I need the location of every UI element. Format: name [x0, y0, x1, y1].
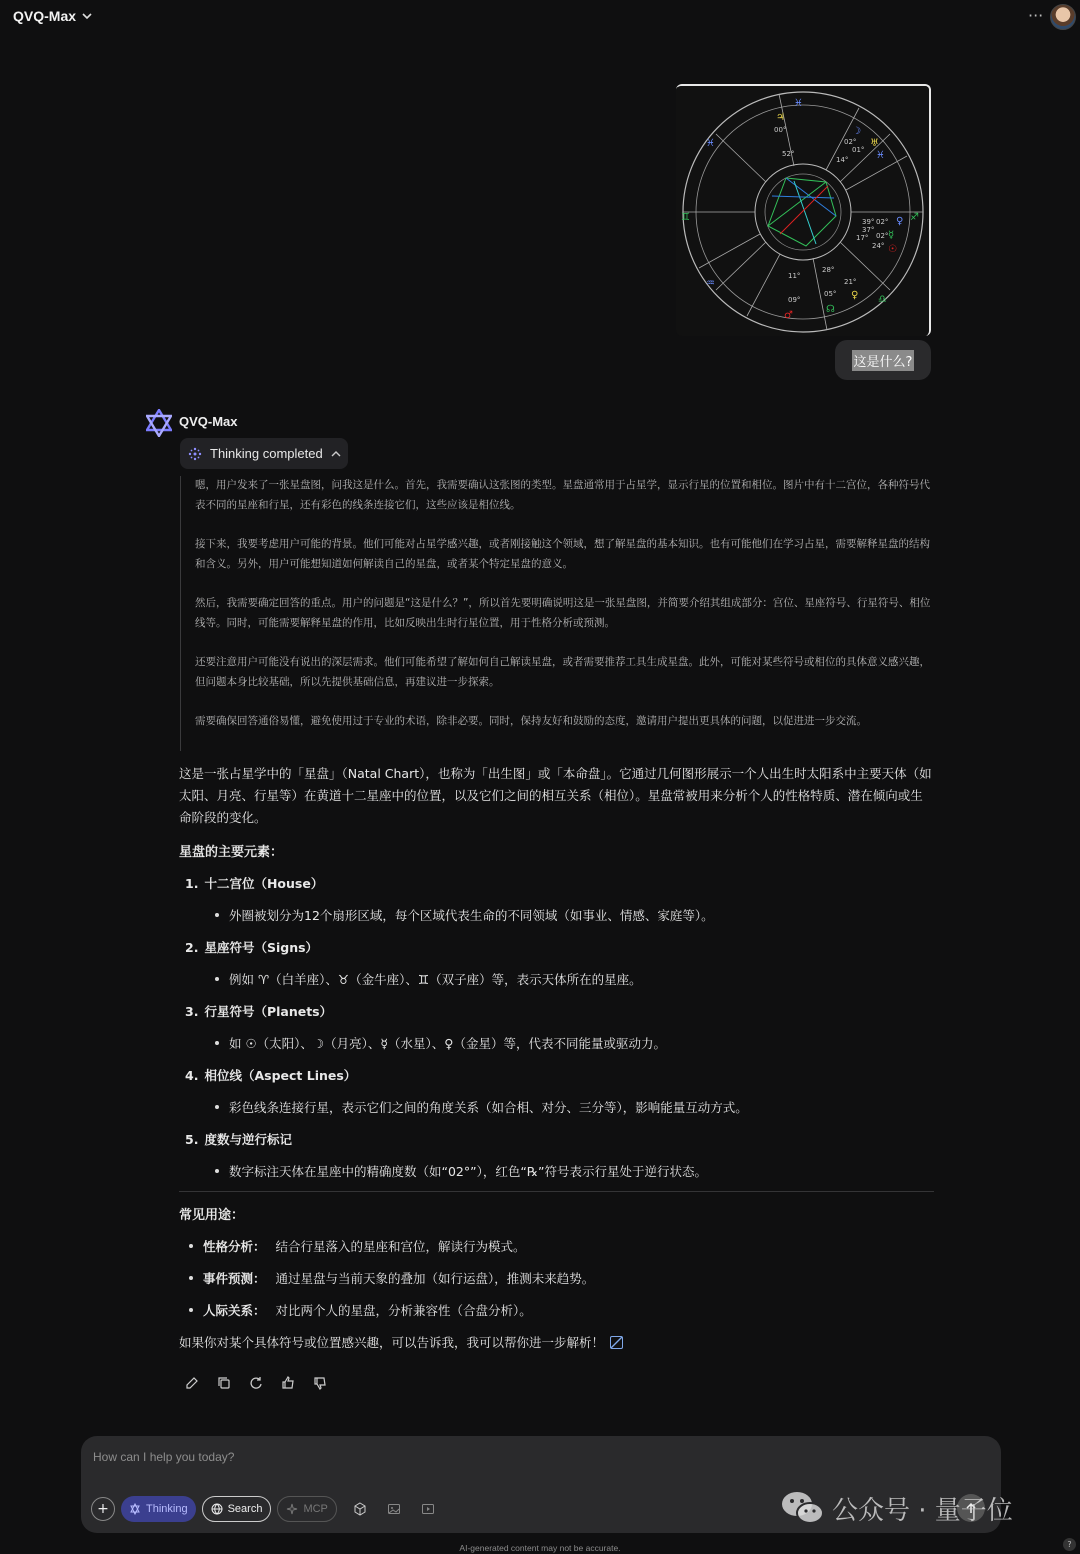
element-item: [179, 937, 934, 957]
bullet: [189, 1308, 193, 1312]
search-button-label: Search: [227, 1503, 263, 1515]
use-label: 事件预测：: [203, 1271, 266, 1286]
element-detail: [179, 905, 934, 925]
svg-text:♅: ♅: [870, 138, 879, 149]
item-title: 行星符号（Planets）: [204, 1004, 333, 1019]
cube-icon[interactable]: [349, 1498, 371, 1520]
element-item: [179, 1129, 934, 1149]
svg-text:02°: 02°: [876, 232, 889, 240]
use-text: 对比两个人的星盘，分析兼容性（合盘分析）。: [275, 1303, 532, 1318]
svg-text:♒: ♒: [706, 278, 715, 289]
model-selector[interactable]: [13, 8, 92, 24]
use-item: [179, 1300, 934, 1320]
element-detail: [179, 1161, 934, 1181]
item-desc: 数字标注天体在星座中的精确度数（如“02°”），红色“℞”符号表示行星处于逆行状态。: [229, 1164, 708, 1179]
mcp-toggle-button[interactable]: [277, 1496, 336, 1522]
svg-text:28°: 28°: [822, 266, 835, 274]
bullet: [215, 913, 219, 917]
image-upload-icon[interactable]: [383, 1498, 405, 1520]
answer-intro: 这是一张占星学中的「星盘」（Natal Chart），也称为「出生图」或「本命盘」。它通过几何图形展示一个人出生时太阳系中主要天体（如太阳、月亮、行星等）在黄道十二星座中的位置，以及它们之间的相互关系（相位）。星盘常被用来分析个人的性格特质、潜在倾向或生命阶段的变化。: [179, 766, 932, 825]
thinking-sparkle-icon: [188, 447, 202, 461]
bullet: [215, 1169, 219, 1173]
thinking-paragraph: 还要注意用户可能没有说出的深层需求。他们可能希望了解如何自己解读星盘，或者需要推荐工具生成星盘。此外，可能对某些符号或相位的具体意义感兴趣，但问题本身比较基础，所以先提供基础信息，再建议进一步探索。: [195, 656, 930, 688]
thinking-button-label: Thinking: [146, 1503, 188, 1515]
uses-heading: 常见用途：: [179, 1208, 245, 1223]
item-number: 1.: [185, 875, 199, 891]
element-detail: [179, 969, 934, 989]
bullet: [215, 1105, 219, 1109]
item-number: 5.: [185, 1131, 199, 1147]
bullet: [215, 977, 219, 981]
thinking-toggle-button[interactable]: [121, 1496, 196, 1522]
use-label: 性格分析：: [203, 1239, 266, 1254]
globe-icon: [211, 1503, 223, 1515]
svg-text:00°: 00°: [774, 126, 787, 134]
svg-text:♓: ♓: [876, 150, 885, 161]
svg-text:14°: 14°: [836, 156, 849, 164]
svg-text:♀: ♀: [851, 290, 859, 301]
wechat-icon: [780, 1489, 824, 1527]
use-item: [179, 1268, 934, 1288]
svg-text:01°: 01°: [852, 146, 865, 154]
item-desc: 例如 ♈（白羊座）、♉（金牛座）、♊（双子座）等，表示天体所在的星座。: [229, 972, 642, 987]
svg-text:♊: ♊: [681, 212, 690, 223]
edit-icon[interactable]: [184, 1375, 200, 1391]
svg-text:☿: ☿: [888, 230, 895, 241]
thinking-paragraph: 然后，我需要确定回答的重点。用户的问题是“这是什么？”，所以首先要明确说明这是一张星盘图，并简要介绍其组成部分：宫位、星座符号、行星符号、相位线等。同时，可能需要解释星盘的作用，比如反映出生时行星位置，用于性格分析或预测。: [195, 597, 931, 629]
divider: [179, 1191, 934, 1192]
element-item: [179, 1001, 934, 1021]
element-item: [179, 1065, 934, 1085]
user-message-text: 这是什么?: [852, 350, 915, 371]
natal-chart-image: [676, 86, 931, 336]
element-detail: [179, 1097, 934, 1117]
thumbs-down-icon[interactable]: [312, 1375, 328, 1391]
item-number: 4.: [185, 1067, 199, 1083]
message-input[interactable]: [93, 1450, 793, 1464]
svg-text:♓: ♓: [794, 98, 803, 109]
svg-text:♓: ♓: [706, 138, 715, 149]
bullet: [189, 1244, 193, 1248]
top-bar: [0, 0, 1080, 34]
chart-increasing-icon: [610, 1336, 623, 1349]
assistant-name: QVQ-Max: [179, 414, 238, 429]
qvq-logo-icon: [146, 409, 172, 437]
watermark-text: 公众号 · 量子位: [832, 1495, 1013, 1526]
svg-text:24°: 24°: [872, 242, 885, 250]
svg-text:21°: 21°: [844, 278, 857, 286]
chevron-down-icon: [82, 11, 92, 21]
thinking-paragraph: 需要确保回答通俗易懂，避免使用过于专业的术语，除非必要。同时，保持友好和鼓励的态度，邀请用户提出更具体的问题，以促进进一步交流。: [195, 715, 867, 727]
svg-text:39°: 39°: [862, 218, 875, 226]
thinking-paragraph: 嗯，用户发来了一张星盘图，问我这是什么。首先，我需要确认这张图的类型。星盘通常用于占星学，显示行星的位置和相位。图片中有十二宫位，各种符号代表不同的星座和行星，还有彩色的线条连接它们，这些应该是相位线。: [195, 479, 930, 511]
svg-text:♃: ♃: [776, 112, 785, 123]
item-number: 2.: [185, 939, 199, 955]
composer-toolbar: [91, 1496, 439, 1522]
elements-heading: 星盘的主要元素：: [179, 845, 284, 860]
item-title: 十二宫位（House）: [204, 876, 324, 891]
assistant-answer: [179, 763, 934, 1352]
svg-text:17°: 17°: [856, 234, 869, 242]
item-number: 3.: [185, 1003, 199, 1019]
regenerate-icon[interactable]: [248, 1375, 264, 1391]
use-text: 通过星盘与当前天象的叠加（如行运盘），推测未来趋势。: [275, 1271, 595, 1286]
watermark: [780, 1489, 1013, 1527]
item-desc: 如 ☉（太阳）、☽（月亮）、☿（水星）、♀（金星）等，代表不同能量或驱动力。: [229, 1036, 666, 1051]
svg-text:02°: 02°: [844, 138, 857, 146]
svg-text:37°: 37°: [862, 226, 875, 234]
item-desc: 彩色线条连接行星，表示它们之间的角度关系（如合相、对分、三分等），影响能量互动方式。: [229, 1100, 748, 1115]
item-title: 度数与逆行标记: [204, 1132, 292, 1147]
more-options-button[interactable]: ···: [1028, 6, 1044, 25]
svg-text:♂: ♂: [784, 310, 793, 321]
svg-text:☊: ☊: [826, 304, 835, 315]
avatar[interactable]: [1050, 4, 1076, 30]
item-desc: 外圈被划分为12个扇形区域，每个区域代表生命的不同领域（如事业、情感、家庭等）。: [229, 908, 714, 923]
thinking-toggle[interactable]: [180, 438, 348, 469]
thinking-content: [180, 476, 932, 751]
item-title: 星座符号（Signs）: [204, 940, 319, 955]
search-toggle-button[interactable]: [202, 1496, 272, 1522]
thinking-label: Thinking completed: [210, 446, 323, 461]
svg-text:☉: ☉: [888, 244, 897, 255]
add-button[interactable]: [91, 1497, 115, 1521]
mcp-button-label: MCP: [303, 1503, 328, 1515]
video-upload-icon[interactable]: [417, 1498, 439, 1520]
use-label: 人际关系：: [203, 1303, 266, 1318]
chevron-up-icon: [331, 449, 341, 459]
svg-text:05°: 05°: [824, 290, 837, 298]
svg-text:52°: 52°: [782, 150, 795, 158]
svg-text:♀: ♀: [896, 216, 904, 227]
element-item: [179, 873, 934, 893]
svg-text:09°: 09°: [788, 296, 801, 304]
plus-icon: +: [97, 1501, 109, 1517]
svg-text:☽: ☽: [852, 126, 861, 137]
use-text: 结合行星落入的星座和宫位，解读行为模式。: [275, 1239, 526, 1254]
uploaded-natal-chart-image[interactable]: [676, 84, 931, 336]
bullet: [189, 1276, 193, 1280]
copy-icon[interactable]: [216, 1375, 232, 1391]
svg-text:♎: ♎: [878, 294, 887, 305]
thinking-icon: [129, 1503, 141, 1515]
disclaimer: AI-generated content may not be accurate.: [459, 1543, 621, 1553]
item-title: 相位线（Aspect Lines）: [204, 1068, 357, 1083]
message-actions: [184, 1375, 328, 1391]
user-message-bubble: [835, 340, 931, 380]
closing-text: 如果你对某个具体符号或位置感兴趣，可以告诉我，我可以帮你进一步解析！: [179, 1335, 605, 1350]
svg-text:11°: 11°: [788, 272, 801, 280]
use-item: [179, 1236, 934, 1256]
thumbs-up-icon[interactable]: [280, 1375, 296, 1391]
thinking-paragraph: 接下来，我要考虑用户可能的背景。他们可能对占星学感兴趣，或者刚接触这个领域，想了解星盘的基本知识。也有可能他们在学习占星，需要解释星盘的结构和含义。另外，用户可能想知道如何解读自己的星盘，或者某个特定星盘的意义。: [195, 538, 930, 570]
help-button[interactable]: ?: [1063, 1538, 1076, 1551]
svg-text:02°: 02°: [876, 218, 889, 226]
svg-text:♐: ♐: [910, 212, 919, 223]
element-detail: [179, 1033, 934, 1053]
closing-line: [179, 1332, 934, 1352]
mcp-icon: [286, 1503, 298, 1515]
bullet: [215, 1041, 219, 1045]
model-name: QVQ-Max: [13, 8, 77, 24]
